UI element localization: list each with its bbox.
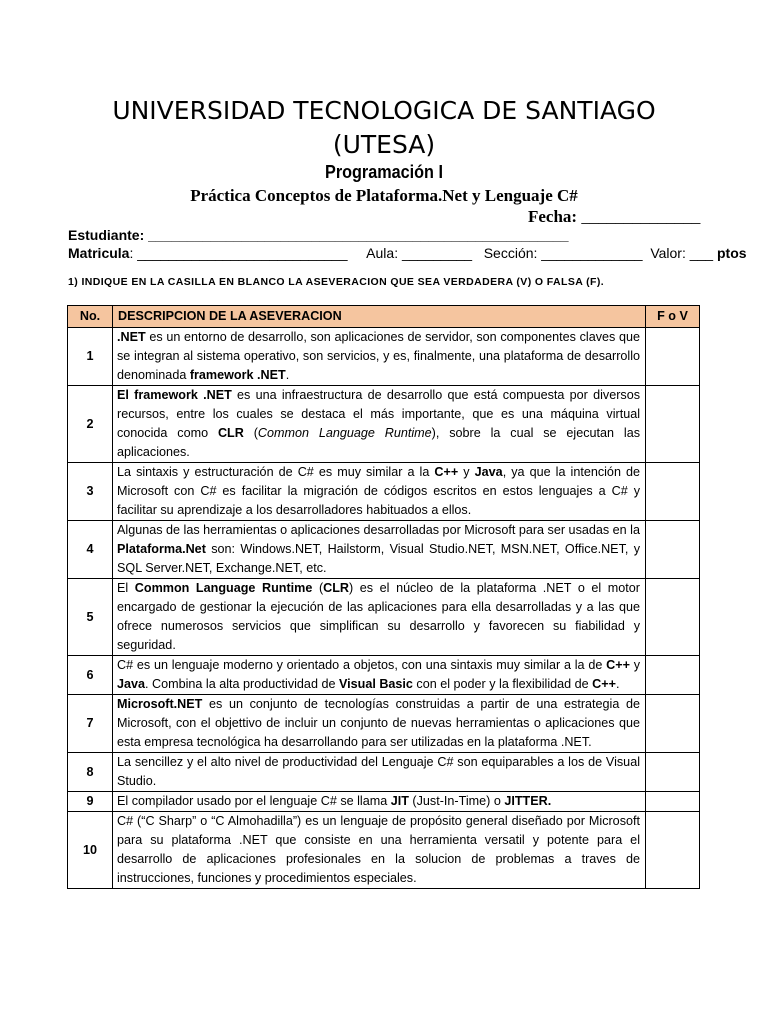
statement-segment: es un conjunto de tecnologías construidas a partir de una estrategia de Microsoft, con el objettivo de incluir un conjunto de nuevas herramientas o aplicaciones que esta empresa tecnológica ha desarrollando para ser utilizadas en la plataforma .NET. (117, 697, 640, 749)
statement-segment: El compilador usado por el lenguaje C# se llama (117, 794, 391, 808)
statement-segment: El (117, 581, 135, 595)
student-label: Estudiante: (68, 227, 145, 243)
statement-text (113, 386, 646, 463)
table-row (68, 521, 700, 579)
true-false-answer-cell[interactable] (646, 753, 700, 792)
table-row (68, 656, 700, 695)
statement-segment: C++ (592, 677, 616, 691)
row-number: 4 (68, 521, 113, 579)
true-false-answer-cell[interactable] (646, 695, 700, 753)
statement-segment: (Just-In-Time) o (408, 794, 505, 808)
statement-segment: El framework .NET (117, 388, 232, 402)
statement-segment: ( (243, 426, 258, 440)
statement-segment: Java (474, 465, 503, 479)
statement-text (113, 695, 646, 753)
statement-segment: ), sobre la cual se ejecutan las aplicaciones. (117, 426, 640, 459)
university-name: UNIVERSIDAD TECNOLOGICA DE SANTIAGO (112, 96, 656, 125)
date-blank: ______________ (581, 207, 701, 226)
true-false-answer-cell[interactable] (646, 521, 700, 579)
statement-segment: CLR (323, 581, 350, 595)
row-number: 2 (68, 386, 113, 463)
statement-segment: Common Language Runtime (257, 426, 432, 440)
header-number: No. (68, 306, 113, 328)
true-false-answer-cell[interactable] (646, 656, 700, 695)
row-number: 3 (68, 463, 113, 521)
statement-segment: C++ (434, 465, 459, 479)
statement-segment: JITTER. (504, 794, 552, 808)
true-false-answer-cell[interactable] (646, 792, 700, 812)
statement-segment: es un entorno de desarrollo, son aplicaciones de servidor, son componentes claves que se integran al sistema operativo, son servicios, y es, finalmente, una plataforma de desarrollo denominada (117, 330, 640, 382)
row-number: 5 (68, 579, 113, 656)
row-number: 10 (68, 812, 113, 889)
header-true-false: F o V (646, 306, 700, 328)
row-number: 6 (68, 656, 113, 695)
table-row (68, 579, 700, 656)
statement-segment: JIT (390, 794, 409, 808)
course-title: Programación I (325, 162, 443, 182)
enrollment-label: Matricula (68, 245, 130, 261)
table-row (68, 695, 700, 753)
true-false-answer-cell[interactable] (646, 463, 700, 521)
statement-segment: son: Windows.NET, Hailstorm, Visual Studio.NET, MSN.NET, Office.NET, y SQL Server.NET, Exchange.NET, etc. (117, 542, 640, 575)
row-number: 1 (68, 328, 113, 386)
table-row (68, 328, 700, 386)
date-field (528, 207, 700, 227)
statement-text (113, 579, 646, 656)
row-number: 7 (68, 695, 113, 753)
table-row (68, 812, 700, 889)
statement-segment: C++ (606, 658, 630, 672)
statement-segment: es una infraestructura de desarrollo que está compuesta por diversos recursos, entre los cuales se destaca el más importante, que es una máquina virtual conocida como (117, 388, 640, 440)
true-false-answer-cell[interactable] (646, 328, 700, 386)
statement-text (113, 656, 646, 695)
enrollment-blank: : ___________________________ (129, 245, 348, 261)
table-row (68, 753, 700, 792)
statement-segment: C# (“C Sharp” o “C Almohadilla”) es un lenguaje de propósito general diseñado por Microsoft para su plataforma .NET que consiste en una herramienta versatil y potente para el desarrollo de aplicaciones profesionales en la solucion de problemas a traves de instrucciones, funciones y procedimientos especiales. (117, 814, 640, 885)
statement-segment: CLR (217, 426, 244, 440)
statement-segment: Microsoft.NET (117, 697, 203, 711)
statement-segment: . (615, 677, 620, 691)
instruction-text: 1) INDIQUE EN LA CASILLA EN BLANCO LA ASEVERACION QUE SEA VERDADERA (V) O FALSA (F). (68, 276, 605, 288)
statement-segment: ) es el núcleo de la plataforma .NET o el motor encargado de gestionar la ejecución de las aplicaciones para ella desarrolladas y a las que ofrece numerosos servicios que simplifican su desarrollo y favorecen su fiabilidad y seguridad. (117, 581, 640, 652)
row-number: 9 (68, 792, 113, 812)
statement-segment: Common Language Runtime (134, 581, 313, 595)
statement-segment: Java (117, 677, 146, 691)
value-field: Valor: ___ (650, 245, 714, 261)
statement-segment: .NET (117, 330, 146, 344)
statement-segment: C# es un lenguaje moderno y orientado a objetos, con una sintaxis muy similar a la de (117, 658, 607, 672)
university-acronym: (UTESA) (332, 130, 436, 159)
statement-text (113, 792, 646, 812)
statement-segment: , ya que la intención de Microsoft con C# es facilitar la migración de códigos escritos en estos lenguajes a C# y facilitar su aprendizaje a los desarrolladores habituados a ellos. (117, 465, 641, 517)
statement-segment: . Combina la alta productividad de (145, 677, 339, 691)
statement-segment: Plataforma.Net (117, 542, 206, 556)
table-body (68, 328, 700, 889)
true-false-answer-cell[interactable] (646, 812, 700, 889)
table-row (68, 463, 700, 521)
statement-segment: Algunas de las herramientas o aplicaciones desarrolladas por Microsoft para ser usadas en la (117, 523, 640, 537)
statement-segment: La sencillez y el alto nivel de productividad del Lenguaje C# son equiparables a los de Visual Studio. (117, 755, 640, 788)
statement-text (113, 812, 646, 889)
statement-segment: y (629, 658, 641, 672)
student-line (68, 227, 569, 243)
classroom-field: Aula: _________ (366, 245, 473, 261)
statement-segment: La sintaxis y estructuración de C# es muy similar a la (117, 465, 435, 479)
statement-segment: framework .NET (189, 368, 286, 382)
table-row (68, 386, 700, 463)
statement-text (113, 328, 646, 386)
statement-segment: ( (312, 581, 324, 595)
statements-table (67, 305, 700, 889)
header-description: DESCRIPCION DE LA ASEVERACION (113, 306, 646, 328)
section-field: Sección: _____________ (483, 245, 643, 261)
statement-text (113, 463, 646, 521)
statement-segment: Visual Basic (338, 677, 413, 691)
date-label: Fecha: (528, 207, 578, 226)
statement-segment: con el poder y la flexibilidad de (412, 677, 593, 691)
enrollment-line (68, 245, 747, 261)
statement-text (113, 753, 646, 792)
statement-text (113, 521, 646, 579)
row-number: 8 (68, 753, 113, 792)
points-label: ptos (716, 245, 747, 261)
true-false-answer-cell[interactable] (646, 579, 700, 656)
statement-segment: . (285, 368, 290, 382)
practice-title: Práctica Conceptos de Plataforma.Net y Lenguaje C# (190, 186, 578, 205)
table-row (68, 792, 700, 812)
true-false-answer-cell[interactable] (646, 386, 700, 463)
table-header-row (68, 306, 700, 328)
statement-segment: y (458, 465, 475, 479)
student-blank: ______________________________________________________ (148, 227, 569, 243)
